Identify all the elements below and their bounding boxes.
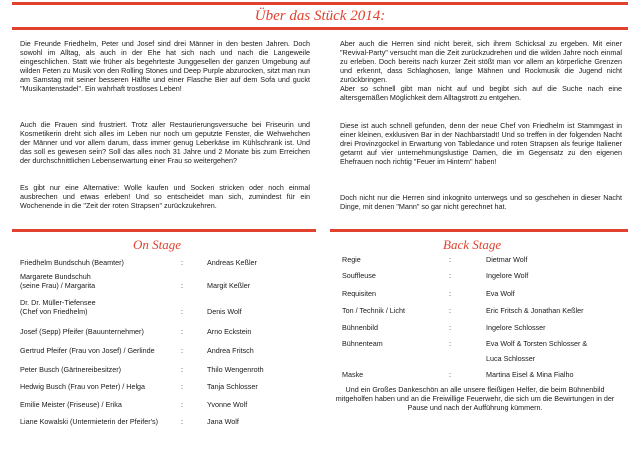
right-paragraph-4: Doch nicht nur die Herren sind inkognito unterwegs und so geschehen in dieser Nacht Dinge, mit denen "Mann" so gar nicht gerechnet hat. (340, 193, 622, 211)
cast-role-line: Josef (Sepp) Pfeifer (Bauunternehmer) (20, 327, 144, 336)
cast-role-line: (seine Frau) / Margarita (20, 280, 96, 290)
top-rule (12, 2, 628, 5)
cast-role-line: Hedwig Busch (Frau von Peter) / Helga (20, 382, 146, 391)
crew-role: Requisiten (342, 289, 376, 298)
crew-name: Eva Wolf & Torsten Schlosser & (486, 339, 588, 348)
thanks-note: Und ein Großes Dankeschön an alle unsere fleißigen Helfer, die beim Bühnenbild mitgeholfen haben und an die Freiwillige Feuerwehr, die sich um die Bewirtungen in der Pause und nach der Aufführung kümmern. (335, 385, 615, 412)
cast-actor: Jana Wolf (207, 417, 239, 426)
crew-separator: : (449, 306, 451, 315)
cast-role (20, 299, 96, 317)
right-paragraph-1: Aber auch die Herren sind nicht bereit, sich ihrem Schicksal zu ergeben. Mit einer "Revival-Party" versucht man die Zeit zurückzudrehen und die wilden Jahre noch einmal zu erleben. Doch bereits nach kurzer Zeit stößt man vor allem an körperliche Grenzen und erkennt, dass Schlaghosen, lange Mähnen und Rockmusik die Jugend nicht zurückbringen. (340, 39, 622, 84)
crew-role: Maske (342, 370, 364, 379)
cast-actor: Andrea Fritsch (207, 346, 254, 355)
title-rule (12, 27, 628, 30)
cast-separator: : (181, 346, 183, 355)
right-paragraph-2: Aber so schnell gibt man nicht auf und begibt sich auf die Suche nach eine altersgemäßen Möglichkeit dem Alltagstrott zu entgehen. (340, 84, 622, 102)
crew-separator: : (449, 370, 451, 379)
crew-separator: : (449, 339, 451, 348)
cast-separator: : (181, 417, 183, 426)
cast-separator: : (181, 365, 183, 374)
cast-actor: Andreas Keßler (207, 258, 257, 267)
crew-separator: : (449, 323, 451, 332)
cast-role-line: Gertrud Pfeifer (Frau von Josef) / Gerlinde (20, 346, 155, 355)
crew-role: Ton / Technik / Licht (342, 306, 405, 315)
cast-separator: : (181, 258, 183, 267)
cast-actor: Tanja Schlosser (207, 382, 258, 391)
cast-actor: Margit Keßler (207, 280, 251, 290)
left-paragraph-1: Die Freunde Friedhelm, Peter und Josef sind drei Männer in den besten Jahren. Doch sowohl im Alltag, als auch in der Ehe hat sich nach und nach die Langeweile eingeschlichen. Statt wie früher als begehrteste Junggesellen der ganzen Umgebung auf wilden Feten zu Musik von den Rolling Stones und Deep Purple abzurocken, sitzt man nun am Samstag mit seiner besseren Hälfte und einer Flasche Bier auf dem Sofa und guckt "Musikantenstadel". Ein wahrhaft trostloses Leben! (20, 39, 310, 93)
cast-role (20, 328, 144, 337)
crew-name: Dietmar Wolf (486, 255, 528, 264)
crew-name: Luca Schlosser (486, 354, 536, 363)
crew-separator: : (449, 271, 451, 280)
cast-role-line: Emilie Meister (Friseuse) / Erika (20, 400, 122, 409)
cast-actor: Yvonne Wolf (207, 400, 248, 409)
crew-role: Souffleuse (342, 271, 376, 280)
crew-name: Eric Fritsch & Jonathan Keßler (486, 306, 584, 315)
cast-separator: : (181, 306, 183, 316)
crew-separator: : (449, 255, 451, 264)
left-paragraph-2: Auch die Frauen sind frustriert. Trotz aller Restaurierungsversuche bei Friseurin und Kosmetikerin dreht sich alles im Leben nur noch um geputzte Fenster, die Wehwehchen der Männer und vor allem darum, dass immer genug Leberkäse im Kühlschrank ist. Und das soll es gewesen sein? Soll das alles noch 31 Jahre und 2 Monate bis zum Erreichen der durchschnittlichen Lebenserwartung einer Frau so weitergehen? (20, 120, 310, 165)
back-stage-heading: Back Stage (443, 237, 502, 252)
crew-role: Bühnenbild (342, 323, 378, 332)
cast-role (20, 347, 155, 356)
cast-actor: Arno Eckstein (207, 327, 252, 336)
cast-role (20, 418, 158, 427)
cast-role-line: Margarete Bundschuh (20, 272, 91, 281)
crew-name: Ingelore Wolf (486, 271, 529, 280)
cast-separator: : (181, 400, 183, 409)
cast-role-line: (Chef von Friedhelm) (20, 306, 88, 316)
cast-role (20, 383, 145, 392)
cast-actor: Denis Wolf (207, 306, 242, 316)
cast-separator: : (181, 382, 183, 391)
crew-role: Bühnenteam (342, 339, 383, 348)
mid-rule-left (12, 229, 316, 232)
crew-role: Regie (342, 255, 361, 264)
crew-name: Ingelore Schlosser (486, 323, 546, 332)
cast-role (20, 259, 124, 268)
cast-role (20, 366, 121, 375)
crew-name: Martina Eisel & Mina Fialho (486, 370, 574, 379)
cast-role (20, 273, 95, 291)
right-paragraph-3: Diese ist auch schnell gefunden, denn der neue Chef von Friedhelm ist Stammgast in einer kleinen, exklusiven Bar in der Nachbarstadt! Und so treffen in der folgenden Nacht drei Provinzgockel in Erwartung von Tabledance und roten Strapsen als feurige Italiener getarnt auf vier unternehmungslustige Damen, die im Gegensatz zu den eigenen Ehefrauen noch richtig "Feuer im Hintern" haben! (340, 121, 622, 166)
cast-actor: Thilo Wengenroth (207, 365, 264, 374)
cast-role-line: Liane Kowalski (Untermieterin der Pfeifer's) (20, 417, 158, 426)
cast-role-line: Dr. Dr. Müller-Tiefensee (20, 298, 96, 307)
cast-separator: : (181, 280, 183, 290)
on-stage-heading: On Stage (133, 237, 182, 252)
cast-role-line: Friedhelm Bundschuh (Beamter) (20, 258, 124, 267)
left-paragraph-3: Es gibt nur eine Alternative: Wolle kaufen und Socken stricken oder noch einmal ausbrechen und etwas erleben! Und so entscheidet man sich, zumindest für ein Wochenende in die "Zeit der roten Strapsen" zurückzukehren. (20, 183, 310, 210)
cast-role-line: Peter Busch (Gärtnereibesitzer) (20, 365, 122, 374)
page-title: Über das Stück 2014: (254, 8, 386, 24)
crew-name: Eva Wolf (486, 289, 515, 298)
mid-rule-right (330, 229, 628, 232)
cast-separator: : (181, 327, 183, 336)
cast-role (20, 401, 122, 410)
crew-separator: : (449, 289, 451, 298)
